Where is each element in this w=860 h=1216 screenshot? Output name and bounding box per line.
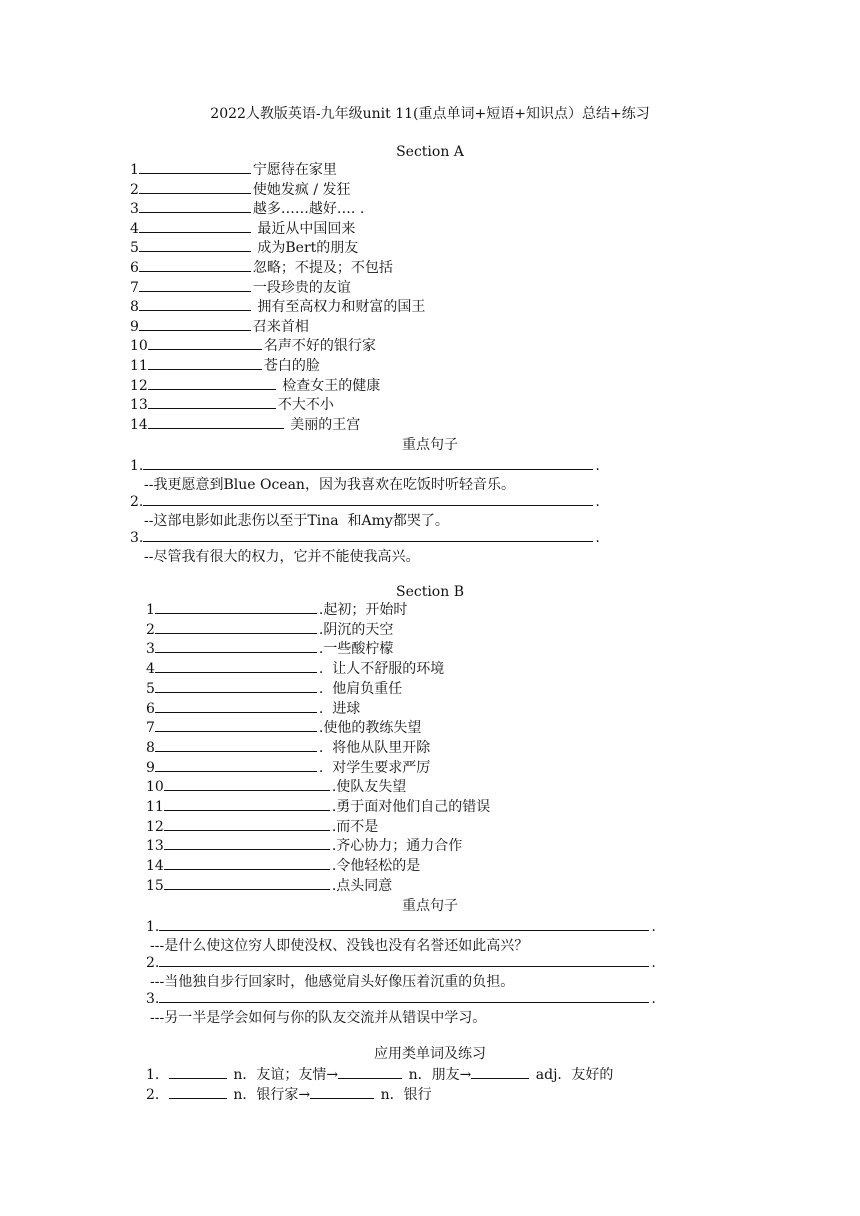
phrase-item bbox=[130, 317, 309, 336]
answer-blank[interactable] bbox=[139, 199, 251, 213]
sentence-answer-blank[interactable] bbox=[143, 492, 593, 506]
sentence-translation: ---另一半是学会如何与你的队友交流并从错误中学习。 bbox=[150, 1010, 487, 1026]
phrase-number: 14 bbox=[146, 858, 164, 875]
answer-blank[interactable] bbox=[164, 876, 330, 890]
answer-blank[interactable] bbox=[148, 395, 276, 409]
phrase-meaning: 苍白的脸 bbox=[263, 358, 320, 374]
answer-blank[interactable] bbox=[155, 738, 317, 752]
phrase-meaning: 检查女王的健康 bbox=[277, 377, 381, 394]
section-a-heading: Section A bbox=[396, 144, 464, 160]
phrase-meaning: .使队友失望 bbox=[331, 779, 407, 796]
sentence-answer-blank[interactable] bbox=[159, 989, 649, 1003]
vocab-definition: n．银行家→ bbox=[228, 1087, 311, 1103]
phrase-item bbox=[146, 699, 360, 718]
sentence-blank-row bbox=[146, 917, 656, 936]
sentence-translation: --我更愿意到Blue Ocean，因为我喜欢在吃饭时听轻音乐。 bbox=[144, 477, 515, 493]
phrase-meaning: .起初；开始时 bbox=[318, 602, 408, 618]
phrase-item bbox=[130, 376, 380, 395]
phrase-number: 11 bbox=[146, 799, 164, 815]
phrase-item bbox=[130, 238, 358, 257]
phrase-number: 12 bbox=[130, 377, 148, 394]
vocab-item bbox=[146, 1065, 613, 1084]
phrase-number: 13 bbox=[146, 838, 164, 855]
sentence-number: 1. bbox=[146, 919, 160, 935]
sentence-number: 2. bbox=[146, 955, 160, 971]
phrase-meaning: .点头同意 bbox=[331, 877, 393, 894]
phrase-item bbox=[130, 258, 393, 277]
answer-blank[interactable] bbox=[139, 160, 251, 174]
sentence-number: 2. bbox=[130, 494, 144, 510]
sentence-end-period: . bbox=[595, 494, 600, 510]
phrase-item bbox=[146, 620, 393, 639]
phrase-item bbox=[146, 639, 393, 658]
sentence-end-period: . bbox=[651, 991, 656, 1007]
phrase-number: 4 bbox=[130, 220, 139, 237]
answer-blank[interactable] bbox=[139, 219, 251, 233]
answer-blank[interactable] bbox=[155, 659, 317, 673]
phrase-item bbox=[146, 876, 392, 895]
phrase-item bbox=[146, 758, 430, 777]
vocab-item bbox=[146, 1085, 432, 1104]
phrase-meaning: 忽略；不提及；不包括 bbox=[252, 260, 393, 276]
answer-blank[interactable] bbox=[164, 856, 330, 870]
answer-blank[interactable] bbox=[148, 376, 276, 390]
sentence-translation: --这部电影如此悲伤以至于Tina 和Amy都哭了。 bbox=[144, 513, 449, 529]
vocab-heading: 应用类单词及练习 bbox=[374, 1046, 486, 1062]
phrase-item bbox=[130, 395, 334, 414]
phrase-item bbox=[130, 356, 320, 375]
phrase-number: 14 bbox=[130, 416, 148, 433]
answer-blank[interactable] bbox=[155, 718, 317, 732]
sentence-number: 3. bbox=[130, 530, 144, 546]
sentence-blank-row bbox=[130, 456, 600, 475]
phrase-number: 9 bbox=[146, 759, 155, 776]
sentence-blank-row bbox=[146, 953, 656, 972]
phrase-meaning: .勇于面对他们自己的错误 bbox=[331, 799, 491, 815]
phrase-number: 15 bbox=[146, 877, 164, 894]
sentence-end-period: . bbox=[595, 530, 600, 546]
phrase-number: 3 bbox=[130, 201, 139, 218]
sentence-end-period: . bbox=[651, 919, 656, 935]
phrase-meaning: . 对学生要求严厉 bbox=[318, 759, 431, 776]
phrase-meaning: 召来首相 bbox=[252, 318, 309, 335]
phrase-item bbox=[130, 219, 355, 238]
answer-blank[interactable] bbox=[139, 180, 251, 194]
phrase-meaning: .阴沉的天空 bbox=[318, 621, 394, 638]
phrase-item bbox=[146, 836, 462, 855]
phrase-item bbox=[130, 415, 360, 434]
sentence-blank-row bbox=[130, 492, 600, 511]
sentence-end-period: . bbox=[651, 955, 656, 971]
answer-blank[interactable] bbox=[139, 258, 251, 272]
sentence-answer-blank[interactable] bbox=[159, 917, 649, 931]
phrase-item bbox=[130, 336, 376, 355]
phrase-number: 8 bbox=[146, 739, 155, 756]
phrase-number: 4 bbox=[146, 661, 155, 678]
phrase-number: 10 bbox=[146, 779, 164, 796]
vocab-definition: n．朋友→ bbox=[404, 1067, 472, 1083]
answer-blank[interactable] bbox=[148, 356, 262, 370]
phrase-number: 1 bbox=[130, 162, 139, 178]
phrase-item bbox=[146, 738, 430, 757]
phrase-meaning: . 进球 bbox=[318, 700, 361, 717]
answer-blank[interactable] bbox=[155, 679, 317, 693]
phrase-number: 6 bbox=[130, 260, 139, 276]
phrase-meaning: .使他的教练失望 bbox=[318, 720, 422, 737]
answer-blank[interactable] bbox=[139, 278, 251, 292]
section-a-key-sentences-heading: 重点句子 bbox=[402, 437, 458, 453]
phrase-item bbox=[146, 797, 490, 816]
vocab-number: 1． bbox=[146, 1067, 169, 1083]
phrase-meaning: 宁愿待在家里 bbox=[252, 162, 337, 178]
phrase-meaning: .一些酸柠檬 bbox=[318, 641, 394, 658]
phrase-number: 13 bbox=[130, 397, 148, 414]
sentence-translation: --尽管我有很大的权力，它并不能使我高兴。 bbox=[144, 549, 420, 565]
sentence-translation: ---是什么使这位穷人即使没权、没钱也没有名誉还如此高兴？ bbox=[150, 938, 529, 954]
answer-blank[interactable] bbox=[139, 297, 251, 311]
phrase-meaning: 成为Bert的朋友 bbox=[252, 240, 359, 257]
vocab-answer-blank[interactable] bbox=[169, 1085, 227, 1099]
answer-blank[interactable] bbox=[164, 777, 330, 791]
answer-blank[interactable] bbox=[164, 836, 330, 850]
answer-blank[interactable] bbox=[155, 758, 317, 772]
phrase-item bbox=[130, 199, 364, 218]
phrase-meaning: 使她发疯 / 发狂 bbox=[252, 181, 351, 198]
phrase-number: 11 bbox=[130, 358, 148, 374]
phrase-item bbox=[146, 856, 420, 875]
sentence-blank-row bbox=[146, 989, 656, 1008]
answer-blank[interactable] bbox=[164, 797, 330, 811]
phrase-item bbox=[130, 278, 351, 297]
phrase-item bbox=[130, 160, 337, 179]
sentence-answer-blank[interactable] bbox=[159, 953, 649, 967]
answer-blank[interactable] bbox=[139, 317, 251, 331]
phrase-number: 8 bbox=[130, 299, 139, 316]
phrase-number: 9 bbox=[130, 318, 139, 335]
phrase-number: 5 bbox=[146, 680, 155, 697]
sentence-blank-row bbox=[130, 528, 600, 547]
phrase-number: 7 bbox=[130, 279, 139, 296]
answer-blank[interactable] bbox=[155, 639, 317, 653]
phrase-number: 2 bbox=[146, 621, 155, 638]
phrase-number: 3 bbox=[146, 641, 155, 658]
phrase-number: 1 bbox=[146, 602, 155, 618]
sentence-answer-blank[interactable] bbox=[143, 528, 593, 542]
phrase-meaning: . 让人不舒服的环境 bbox=[318, 661, 445, 678]
answer-blank[interactable] bbox=[155, 620, 317, 634]
sentence-number: 3. bbox=[146, 991, 160, 1007]
answer-blank[interactable] bbox=[148, 336, 262, 350]
phrase-number: 12 bbox=[146, 818, 164, 835]
answer-blank[interactable] bbox=[148, 415, 284, 429]
page-title: 2022人教版英语-九年级unit 11(重点单词+短语+知识点）总结+练习 bbox=[210, 106, 650, 122]
vocab-definition: n．银行 bbox=[376, 1087, 432, 1103]
vocab-answer-blank[interactable] bbox=[310, 1085, 374, 1099]
phrase-meaning: 一段珍贵的友谊 bbox=[252, 279, 351, 296]
vocab-answer-blank[interactable] bbox=[471, 1065, 529, 1079]
phrase-meaning: . 他肩负重任 bbox=[318, 680, 403, 697]
sentence-number: 1. bbox=[130, 458, 144, 474]
phrase-item bbox=[130, 297, 425, 316]
phrase-item bbox=[146, 718, 421, 737]
vocab-number: 2． bbox=[146, 1087, 169, 1103]
answer-blank[interactable] bbox=[155, 600, 317, 614]
phrase-item bbox=[130, 180, 351, 199]
answer-blank[interactable] bbox=[164, 817, 330, 831]
phrase-number: 5 bbox=[130, 240, 139, 257]
phrase-number: 7 bbox=[146, 720, 155, 737]
section-b-heading: Section B bbox=[395, 584, 464, 600]
answer-blank[interactable] bbox=[155, 699, 317, 713]
phrase-item bbox=[146, 777, 406, 796]
phrase-item bbox=[146, 659, 444, 678]
phrase-meaning: 美丽的王宫 bbox=[285, 416, 361, 433]
vocab-definition: adj．友好的 bbox=[531, 1067, 614, 1083]
answer-blank[interactable] bbox=[139, 238, 251, 252]
phrase-meaning: 名声不好的银行家 bbox=[263, 338, 376, 355]
phrase-meaning: 越多……越好…. . bbox=[252, 201, 365, 218]
phrase-item bbox=[146, 600, 407, 619]
phrase-number: 10 bbox=[130, 338, 148, 355]
phrase-meaning: .而不是 bbox=[331, 818, 379, 835]
vocab-answer-blank[interactable] bbox=[338, 1065, 402, 1079]
phrase-meaning: . 将他从队里开除 bbox=[318, 739, 431, 756]
vocab-answer-blank[interactable] bbox=[169, 1065, 227, 1079]
phrase-number: 2 bbox=[130, 181, 139, 198]
phrase-meaning: .齐心协力；通力合作 bbox=[331, 838, 463, 855]
sentence-answer-blank[interactable] bbox=[143, 456, 593, 470]
phrase-item bbox=[146, 679, 402, 698]
section-b-key-sentences-heading: 重点句子 bbox=[402, 898, 458, 914]
phrase-meaning: .令他轻松的是 bbox=[331, 858, 421, 875]
phrase-item bbox=[146, 817, 378, 836]
vocab-definition: n．友谊；友情→ bbox=[228, 1067, 339, 1083]
phrase-meaning: 最近从中国回来 bbox=[252, 220, 356, 237]
phrase-number: 6 bbox=[146, 700, 155, 717]
phrase-meaning: 拥有至高权力和财富的国王 bbox=[252, 299, 426, 316]
phrase-meaning: 不大不小 bbox=[277, 397, 334, 414]
sentence-end-period: . bbox=[595, 458, 600, 474]
sentence-translation: ---当他独自步行回家时，他感觉肩头好像压着沉重的负担。 bbox=[150, 974, 515, 990]
